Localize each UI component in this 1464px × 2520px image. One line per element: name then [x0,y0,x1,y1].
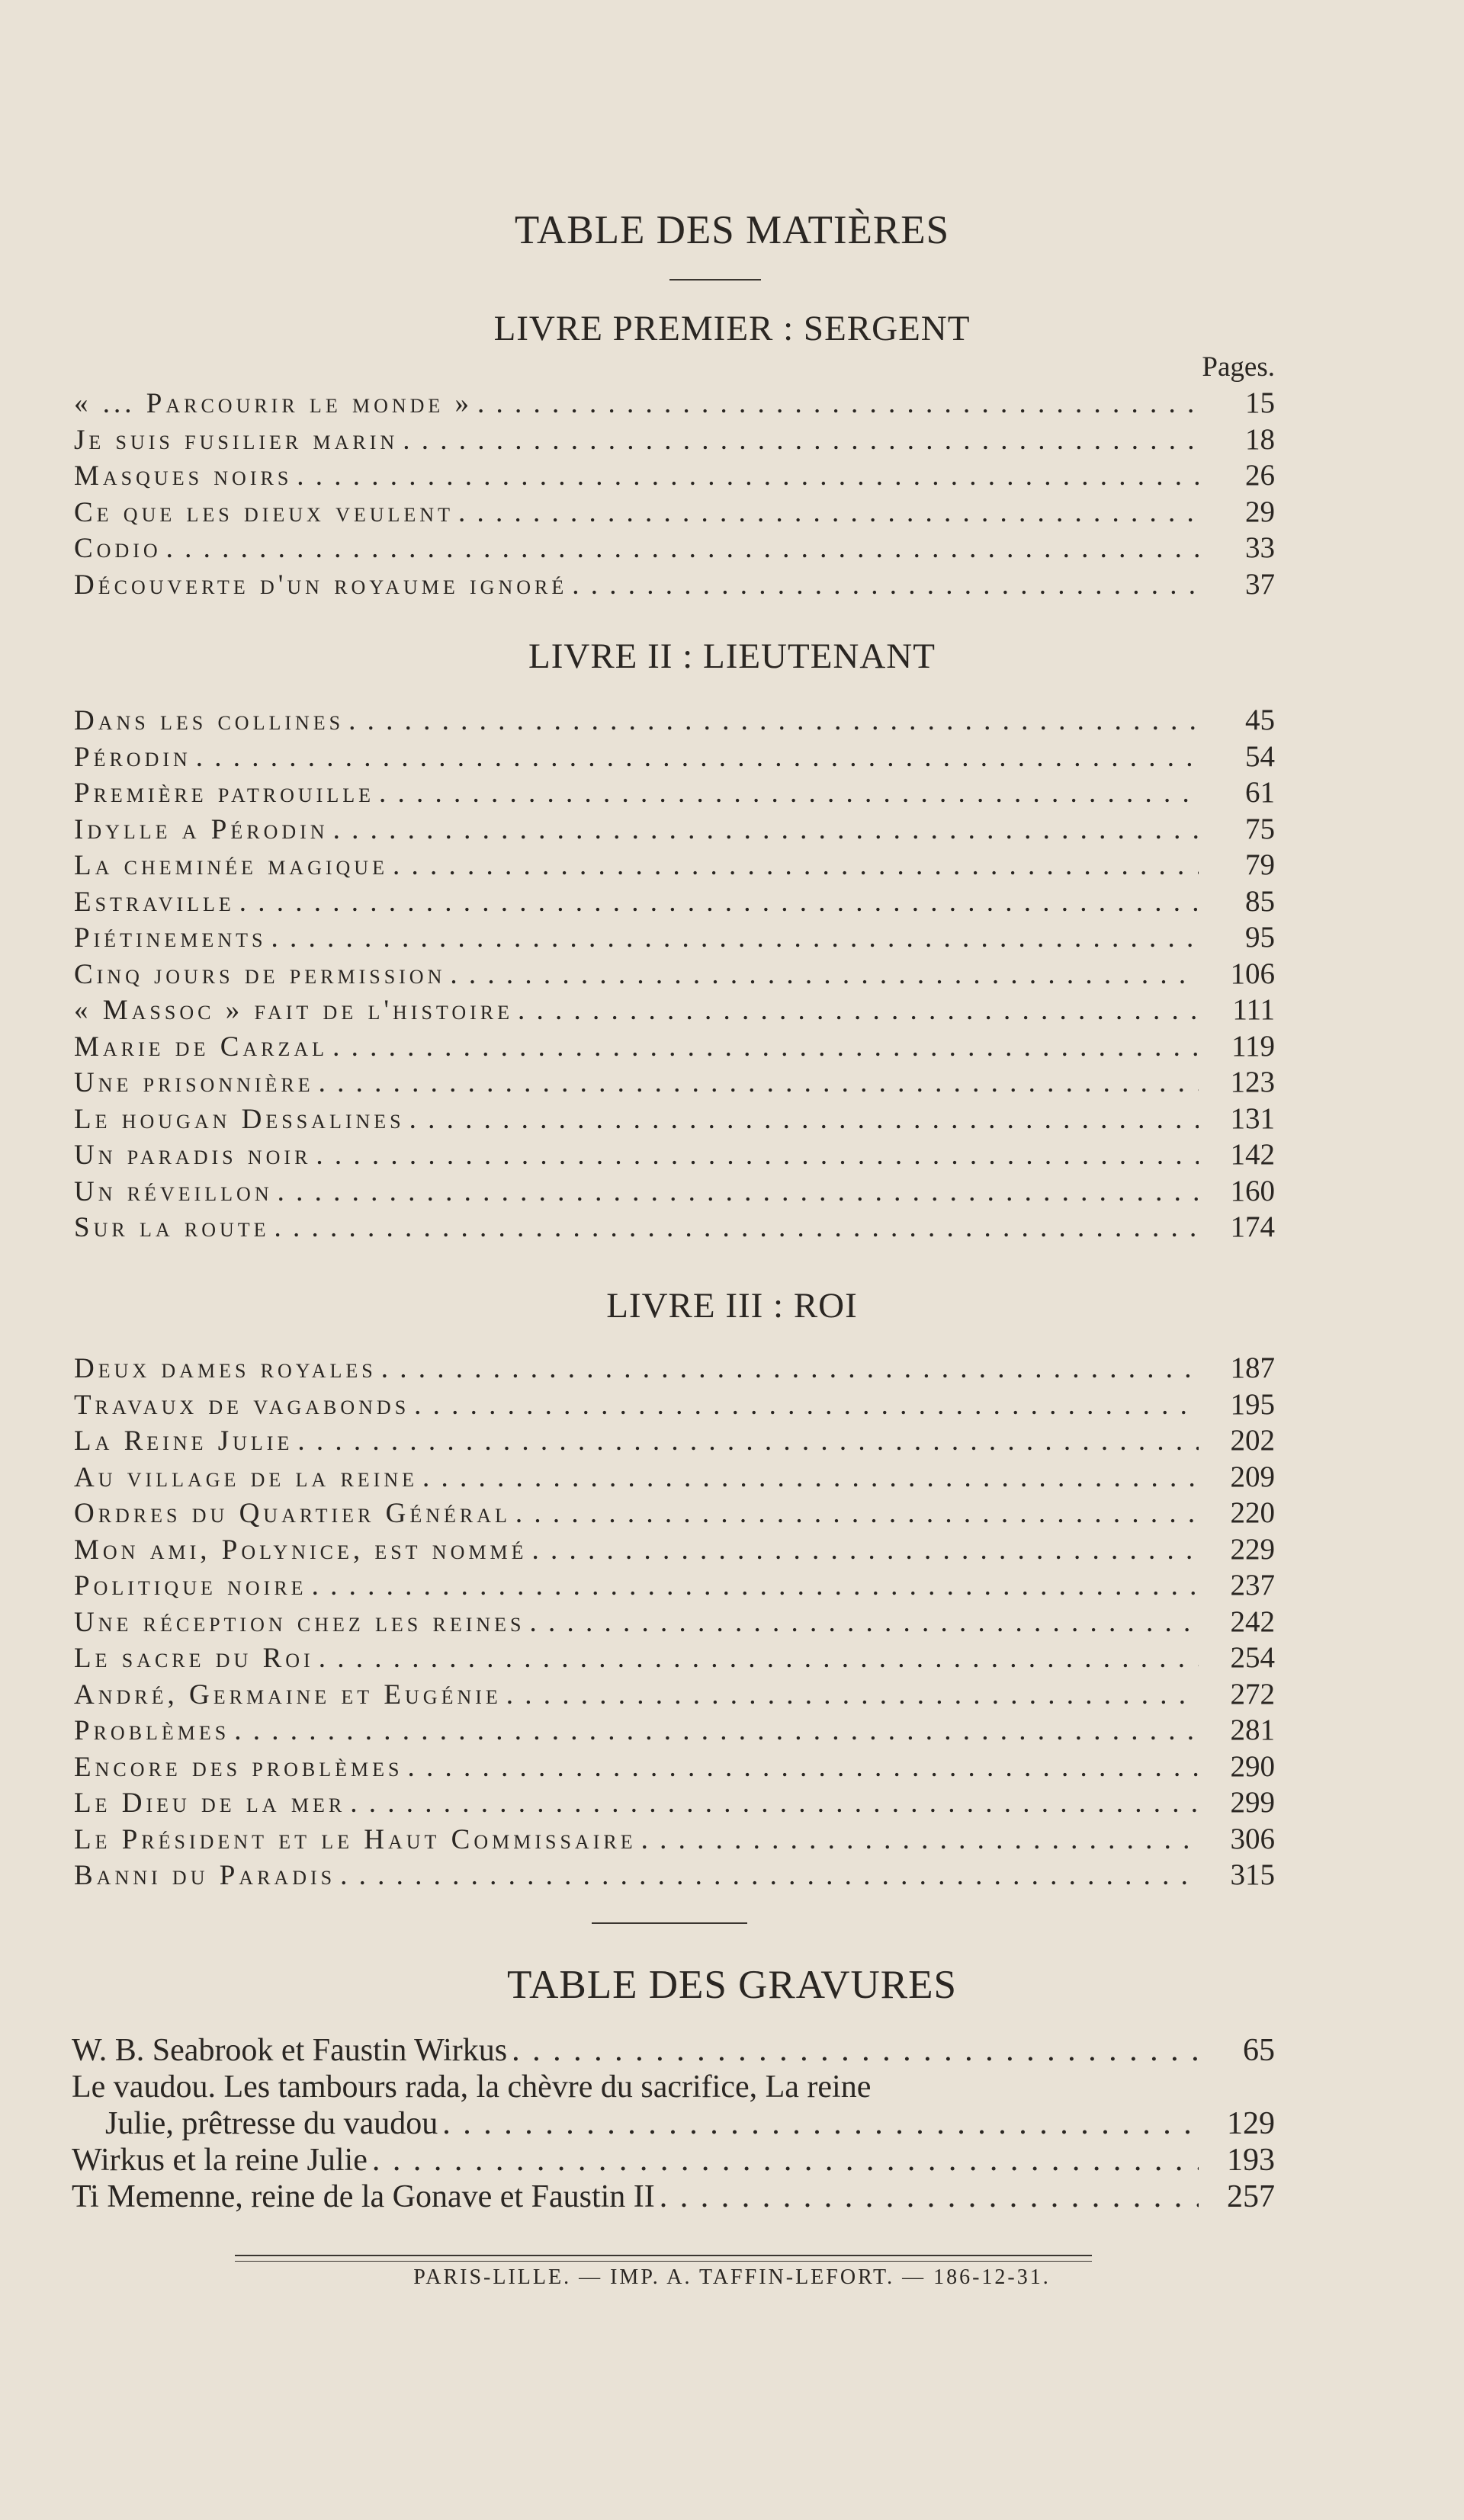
gravure-caption: Wirkus et la reine Julie [72,2143,368,2178]
page-number: 123 [1230,1066,1275,1098]
entry-title: Je suis fusilier marin [74,424,399,456]
page-number: 65 [1243,2033,1275,2068]
toc-entry[interactable] [74,1532,1275,1569]
page-number: 202 [1230,1424,1275,1457]
toc-entry[interactable] [74,1351,1275,1387]
page-number: 33 [1245,531,1275,564]
entry-title: Sur la route [74,1212,270,1243]
toc-entry[interactable] [74,1387,1275,1424]
entry-title: Le Dieu de la mer [74,1787,346,1819]
toc-entry[interactable] [74,1713,1275,1749]
page-number: 254 [1230,1641,1275,1674]
page-number: 281 [1230,1714,1275,1746]
entry-title: Dans les collines [74,705,345,736]
leader-dots [477,387,1199,420]
page-number: 242 [1230,1605,1275,1638]
entry-title: Banni du Paradis [74,1860,336,1891]
entry-title: Ordres du Quartier Général [74,1498,511,1529]
leader-dots [379,777,1199,810]
gravure-entry[interactable] [72,2179,1275,2215]
page-number: 306 [1230,1822,1275,1855]
toc-entry[interactable] [74,422,1275,459]
leader-dots [381,1352,1199,1385]
page-number: 290 [1230,1749,1275,1783]
leader-dots [572,569,1199,601]
leader-dots [350,1787,1199,1819]
page-number: 209 [1230,1460,1275,1493]
page-number: 220 [1230,1496,1275,1529]
entry-title: Ce que les dieux veulent [74,496,454,528]
entry-title: Un paradis noir [74,1140,312,1171]
printer-imprint: PARIS-LILLE. — IMP. A. TAFFIN-LEFORT. — 186-12-31. [413,2265,1051,2289]
book-heading-3: LIVRE III : ROI [606,1286,858,1326]
toc-entry[interactable] [74,739,1275,776]
gravures-title: TABLE DES GRAVURES [507,1963,957,2007]
leader-dots [442,2105,1199,2142]
leader-dots [529,1606,1199,1639]
entry-title: Mon ami, Polynice, est nommé [74,1534,528,1566]
leader-dots [166,532,1199,565]
toc-entry[interactable] [74,1210,1275,1246]
leader-dots [340,1859,1199,1892]
page-number: 95 [1245,921,1275,954]
leader-dots [422,1461,1199,1494]
page-number: 85 [1245,884,1275,918]
toc-entry[interactable] [74,1677,1275,1714]
page-number: 272 [1230,1677,1275,1710]
leader-dots [409,1103,1199,1136]
page-number: 15 [1245,386,1275,419]
toc-entry[interactable] [74,1640,1275,1677]
page-number: 131 [1230,1101,1275,1135]
page-number: 61 [1245,776,1275,809]
entry-title: Codio [74,533,162,564]
toc-entry[interactable] [74,812,1275,848]
leader-dots [450,958,1199,991]
page-number: 193 [1227,2143,1275,2178]
toc-entry[interactable] [74,1822,1275,1858]
leader-dots [278,1175,1199,1208]
entry-title: Problèmes [74,1715,230,1746]
entry-title: Idylle a Pérodin [74,813,329,845]
leader-dots [512,2032,1199,2069]
toc-entry[interactable] [74,1460,1275,1496]
leader-dots [297,1425,1199,1457]
toc-entry[interactable] [74,1785,1275,1822]
toc-entry[interactable] [74,1174,1275,1210]
leader-dots [333,813,1199,846]
page-number: 37 [1245,567,1275,601]
page-number: 174 [1230,1210,1275,1243]
book-heading-1: LIVRE PREMIER : SERGENT [493,309,971,348]
leader-dots [316,1139,1199,1172]
page-number: 129 [1227,2106,1275,2141]
page-number: 45 [1245,704,1275,736]
toc-entry[interactable] [74,920,1275,957]
toc-book-2 [74,703,1275,1246]
leader-dots [518,994,1199,1027]
entry-title: Une prisonnière [74,1067,314,1098]
leader-dots [319,1642,1199,1675]
entry-title: Estraville [74,886,235,918]
leader-dots [271,922,1199,954]
page-number: 106 [1230,957,1275,990]
pages-column-header: Pages. [1202,351,1275,383]
entry-title: La cheminée magique [74,850,388,881]
entry-title: Découverte d'un royaume ignoré [74,569,568,601]
leader-dots [403,424,1199,457]
leader-dots [515,1497,1199,1530]
leader-dots [531,1534,1199,1566]
entry-title: Piétinements [74,922,267,954]
entry-title: Le hougan Dessalines [74,1103,405,1135]
page-number: 229 [1230,1532,1275,1566]
toc-entry[interactable] [74,531,1275,567]
toc-entry[interactable] [74,1496,1275,1532]
leader-dots [506,1678,1199,1711]
entry-title: Deux dames royales [74,1353,377,1384]
page-number: 187 [1230,1351,1275,1384]
page-number: 299 [1230,1786,1275,1819]
gravure-entry[interactable] [72,2032,1275,2069]
page-number: 79 [1245,848,1275,881]
gravure-entry[interactable] [72,2105,1275,2142]
page-number: 26 [1245,459,1275,492]
gravure-caption-line: Le vaudou. Les tambours rada, la chèvre du sacrifice, La reine [72,2070,872,2105]
section-rule [592,1922,747,1924]
leader-dots [660,2179,1199,2215]
page-number: 257 [1227,2179,1275,2214]
entry-title: Pérodin [74,741,191,773]
gravure-caption: Ti Memenne, reine de la Gonave et Faustin II [72,2179,655,2214]
entry-title: Marie de Carzal [74,1031,329,1063]
toc-book-1 [74,386,1275,603]
leader-dots [348,704,1199,737]
toc-entry[interactable] [74,386,1275,422]
gravures-list [72,2032,1275,2215]
entry-title: Première patrouille [74,777,374,809]
entry-title: Un réveillon [74,1175,273,1207]
leader-dots [274,1211,1199,1244]
leader-dots [234,1714,1199,1747]
toc-entry[interactable] [74,1101,1275,1138]
gravure-caption: W. B. Seabrook et Faustin Wirkus [72,2033,508,2068]
toc-book-3 [74,1351,1275,1894]
entry-title: La Reine Julie [74,1425,294,1457]
imprint-rule-bottom [235,2261,1092,2262]
leader-dots [372,2142,1199,2179]
toc-entry[interactable] [74,1605,1275,1641]
page-number: 160 [1230,1174,1275,1207]
page-number: 111 [1232,993,1275,1026]
toc-entry[interactable] [74,1568,1275,1605]
entry-title: « Massoc » fait de l'histoire [74,995,513,1026]
toc-entry[interactable] [74,1423,1275,1460]
entry-title: Le Président et le Haut Commissaire [74,1823,637,1855]
leader-dots [393,849,1199,882]
toc-entry[interactable] [74,992,1275,1029]
toc-entry[interactable] [74,775,1275,812]
toc-entry[interactable] [74,957,1275,993]
entry-title: André, Germaine et Eugénie [74,1678,502,1710]
leader-dots [297,460,1199,492]
leader-dots [641,1823,1199,1856]
leader-dots [312,1569,1199,1602]
page-number: 237 [1230,1569,1275,1601]
leader-dots [319,1066,1199,1099]
entry-title: Cinq jours de permission [74,958,446,990]
page-number: 54 [1245,739,1275,773]
page-number: 18 [1245,422,1275,456]
book-heading-2: LIVRE II : LIEUTENANT [528,636,936,676]
leader-dots [196,741,1199,774]
entry-title: « ... Parcourir le monde » [74,388,474,419]
toc-entry[interactable] [74,1137,1275,1174]
toc-entry[interactable] [74,567,1275,604]
page-number: 75 [1245,812,1275,845]
toc-entry[interactable] [74,495,1275,531]
page-number: 29 [1245,495,1275,528]
toc-entry[interactable] [74,703,1275,739]
toc-entry[interactable] [74,1029,1275,1066]
page-number: 142 [1230,1138,1275,1171]
page-title: TABLE DES MATIÈRES [514,208,950,252]
page-number: 195 [1230,1387,1275,1421]
gravure-entry[interactable] [72,2142,1275,2179]
page-number: 119 [1231,1029,1275,1063]
entry-title: Encore des problèmes [74,1751,403,1783]
title-rule [669,279,761,281]
entry-title: Le sacre du Roi [74,1643,314,1674]
toc-entry[interactable] [74,884,1275,921]
leader-dots [332,1031,1199,1063]
entry-title: Au village de la reine [74,1461,418,1493]
toc-entry[interactable] [74,1749,1275,1786]
toc-entry[interactable] [74,1858,1275,1894]
toc-entry[interactable] [74,848,1275,884]
entry-title: Une réception chez les reines [74,1606,525,1638]
imprint-rule-top [235,2255,1092,2256]
page-number: 315 [1230,1858,1275,1891]
leader-dots [458,496,1199,529]
toc-entry[interactable] [74,1065,1275,1101]
entry-title: Travaux de vagabonds [74,1389,410,1421]
leader-dots [414,1389,1199,1422]
leader-dots [239,886,1199,919]
entry-title: Politique noire [74,1570,307,1601]
entry-title: Masques noirs [74,460,293,492]
gravure-caption: Julie, prêtresse du vaudou [105,2106,438,2141]
toc-entry[interactable] [74,458,1275,495]
leader-dots [407,1751,1199,1784]
